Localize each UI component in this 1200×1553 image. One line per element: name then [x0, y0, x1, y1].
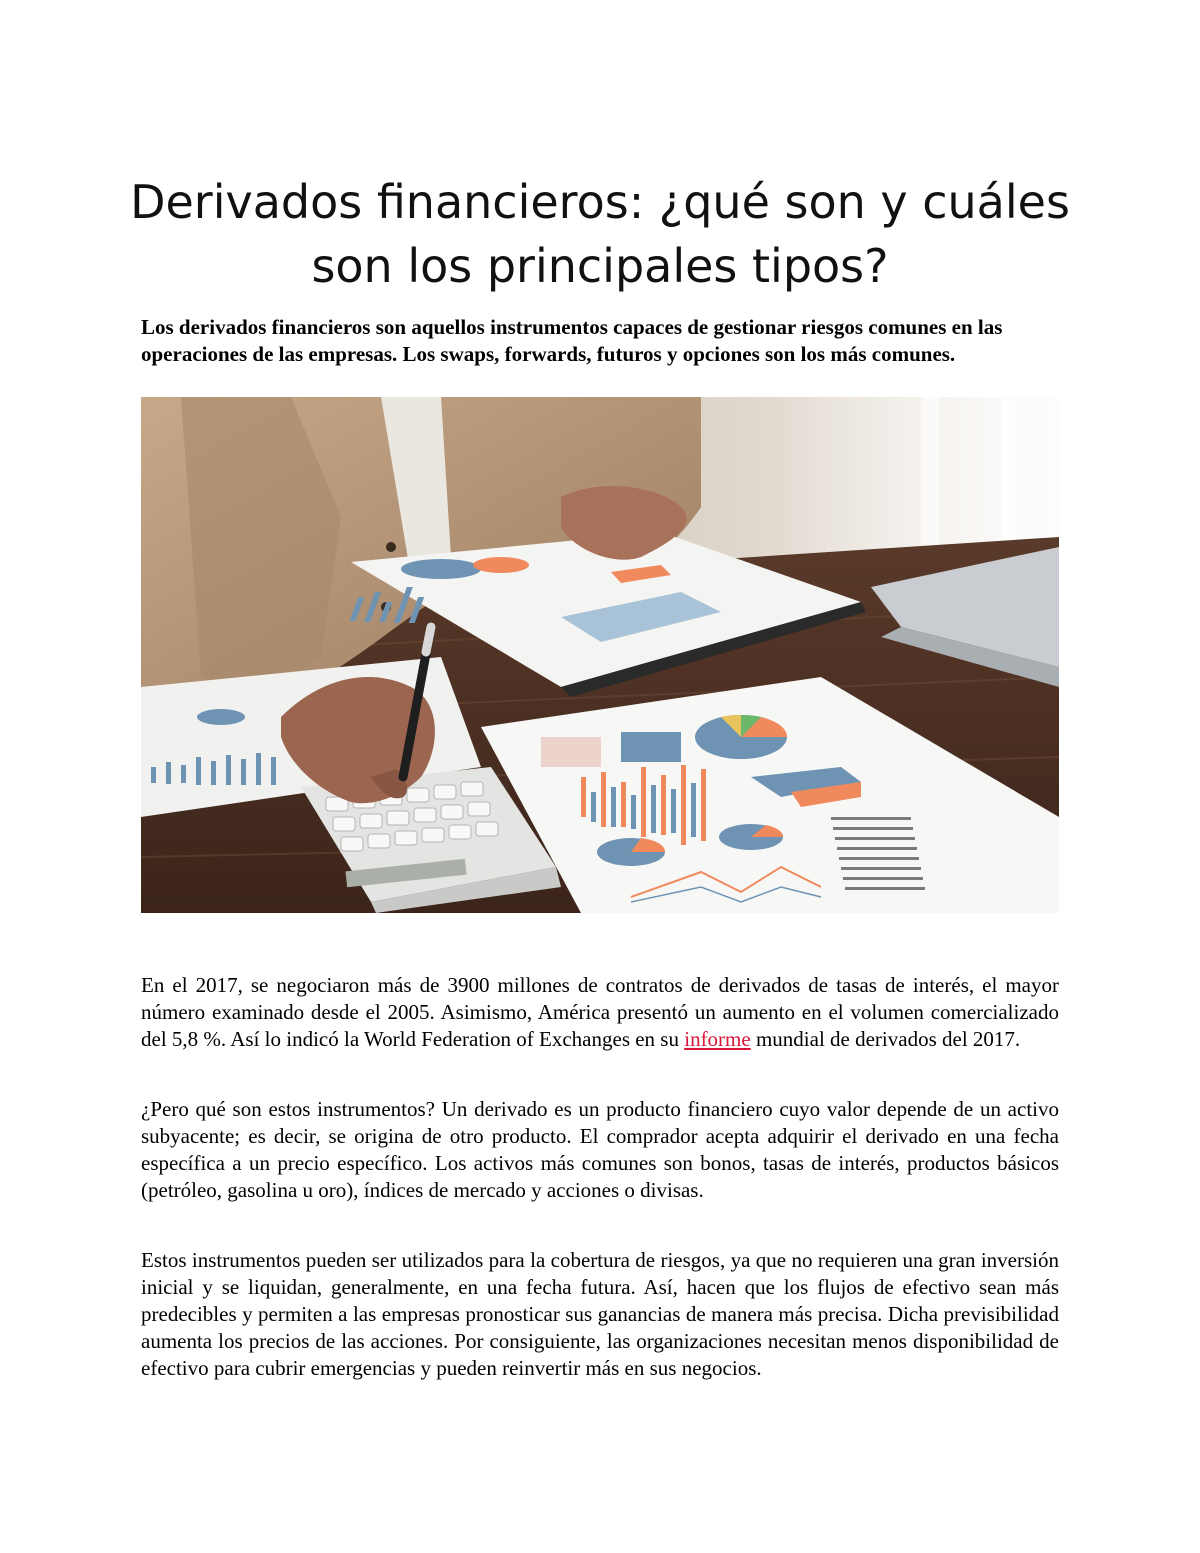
paragraph-statistics-text-before: En el 2017, se negociaron más de 3900 millones de contratos de derivados de tasas de interés, el mayor número examinado desde el 2005. Asimismo, América presentó un aumento en el volumen comercializado del 5,8 %. Así lo indicó la World Federation of Exchanges en su	[141, 973, 1059, 1051]
paragraph-statistics-text-after: mundial de derivados del 2017.	[750, 1027, 1021, 1051]
paragraph-uses: Estos instrumentos pueden ser utilizados para la cobertura de riesgos, ya que no requieren una gran inversión inicial y se liquidan, generalmente, en una fecha futura. Así, hacen que los flujos de efectivo sean más predecibles y permiten a las empresas pronosticar sus ganancias de manera más precisa. Dicha previsibilidad aumenta los precios de las acciones. Por consiguiente, las organizaciones necesitan menos disponibilidad de efectivo para cubrir emergencias y pueden reinvertir más en sus negocios.	[141, 1248, 1059, 1380]
informe-link[interactable]: informe	[684, 1027, 751, 1051]
article-photo	[141, 397, 1059, 913]
lead-paragraph: Los derivados financieros son aquellos instrumentos capaces de gestionar riesgos comunes en las operaciones de las empresas. Los swaps, forwards, futuros y opciones son los más comunes.	[141, 315, 1003, 366]
paragraph-statistics	[141, 972, 1059, 1053]
page-title: Derivados financieros: ¿qué son y cuáles son los principales tipos?	[130, 175, 1070, 293]
paragraph-definition: ¿Pero qué son estos instrumentos? Un derivado es un producto financiero cuyo valor depende de un activo subyacente; es decir, se origina de otro producto. El comprador acepta adquirir el derivado en una fecha específica a un precio específico. Los activos más comunes son bonos, tasas de interés, productos básicos (petróleo, gasolina u oro), índices de mercado y acciones o divisas.	[141, 1097, 1059, 1202]
